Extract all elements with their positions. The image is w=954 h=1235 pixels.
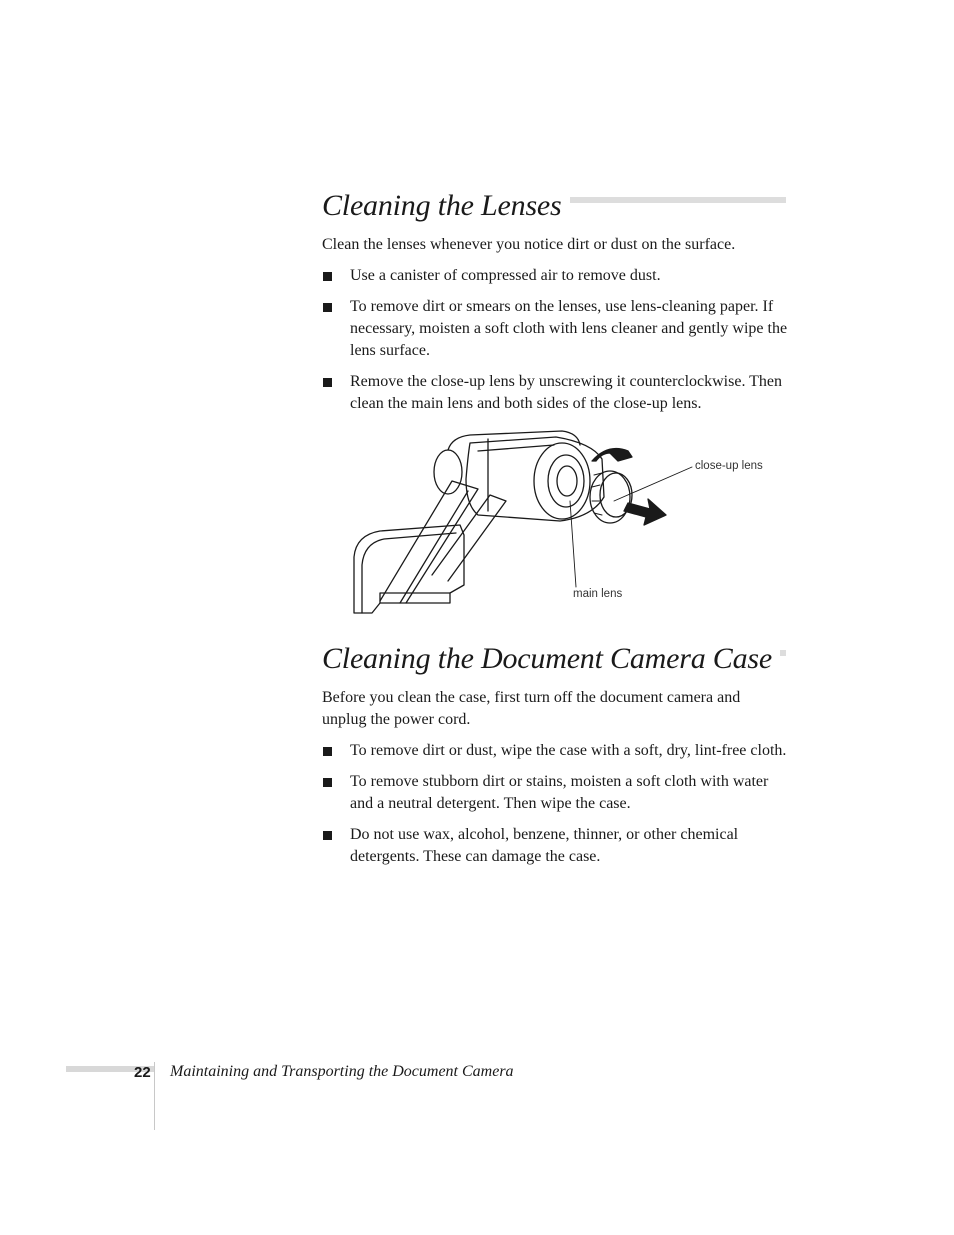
bullet-square-icon bbox=[323, 272, 332, 281]
list-item: Use a canister of compressed air to remove dust. bbox=[322, 265, 792, 287]
bullet-list-lenses bbox=[322, 265, 792, 424]
footer-divider bbox=[154, 1062, 155, 1130]
section-intro-case: Before you clean the case, first turn off the document camera and unplug the power cord. bbox=[322, 689, 741, 728]
closeup-lens-label: close-up lens bbox=[695, 460, 763, 472]
bullet-square-icon bbox=[323, 831, 332, 840]
section-title-case: Cleaning the Document Camera Case bbox=[322, 641, 780, 677]
section-title-lenses: Cleaning the Lenses bbox=[322, 188, 570, 224]
bullet-square-icon bbox=[323, 778, 332, 787]
list-item: To remove stubborn dirt or stains, moisten a soft cloth with water and a neutral detergent. Then wipe the case. bbox=[322, 771, 792, 815]
list-item: Remove the close-up lens by unscrewing it counterclockwise. Then clean the main lens and both sides of the close-up lens. bbox=[322, 371, 792, 415]
list-item: To remove dirt or smears on the lenses, use lens-cleaning paper. If necessary, moisten a soft cloth with lens cleaner and gently wipe the lens surface. bbox=[322, 296, 792, 362]
list-item: Do not use wax, alcohol, benzene, thinner, or other chemical detergents. These can damage the case. bbox=[322, 824, 792, 868]
camera-body-drawing bbox=[466, 437, 604, 521]
bullet-square-icon bbox=[323, 303, 332, 312]
section-intro-lenses: Clean the lenses whenever you notice dirt or dust on the surface. bbox=[322, 236, 736, 253]
rotation-arrow-icon bbox=[592, 449, 632, 461]
main-lens-label: main lens bbox=[573, 588, 623, 600]
page-number: 22 bbox=[134, 1064, 151, 1081]
main-lens-drawing bbox=[557, 466, 577, 496]
list-item: To remove dirt or dust, wipe the case with a soft, dry, lint-free cloth. bbox=[322, 740, 792, 762]
bullet-list-case bbox=[322, 740, 792, 877]
pull-arrow-icon bbox=[624, 499, 666, 525]
camera-lens-illustration bbox=[340, 425, 790, 620]
footer-chapter-title: Maintaining and Transporting the Document Camera bbox=[170, 1063, 514, 1080]
bullet-square-icon bbox=[323, 747, 332, 756]
bullet-square-icon bbox=[323, 378, 332, 387]
